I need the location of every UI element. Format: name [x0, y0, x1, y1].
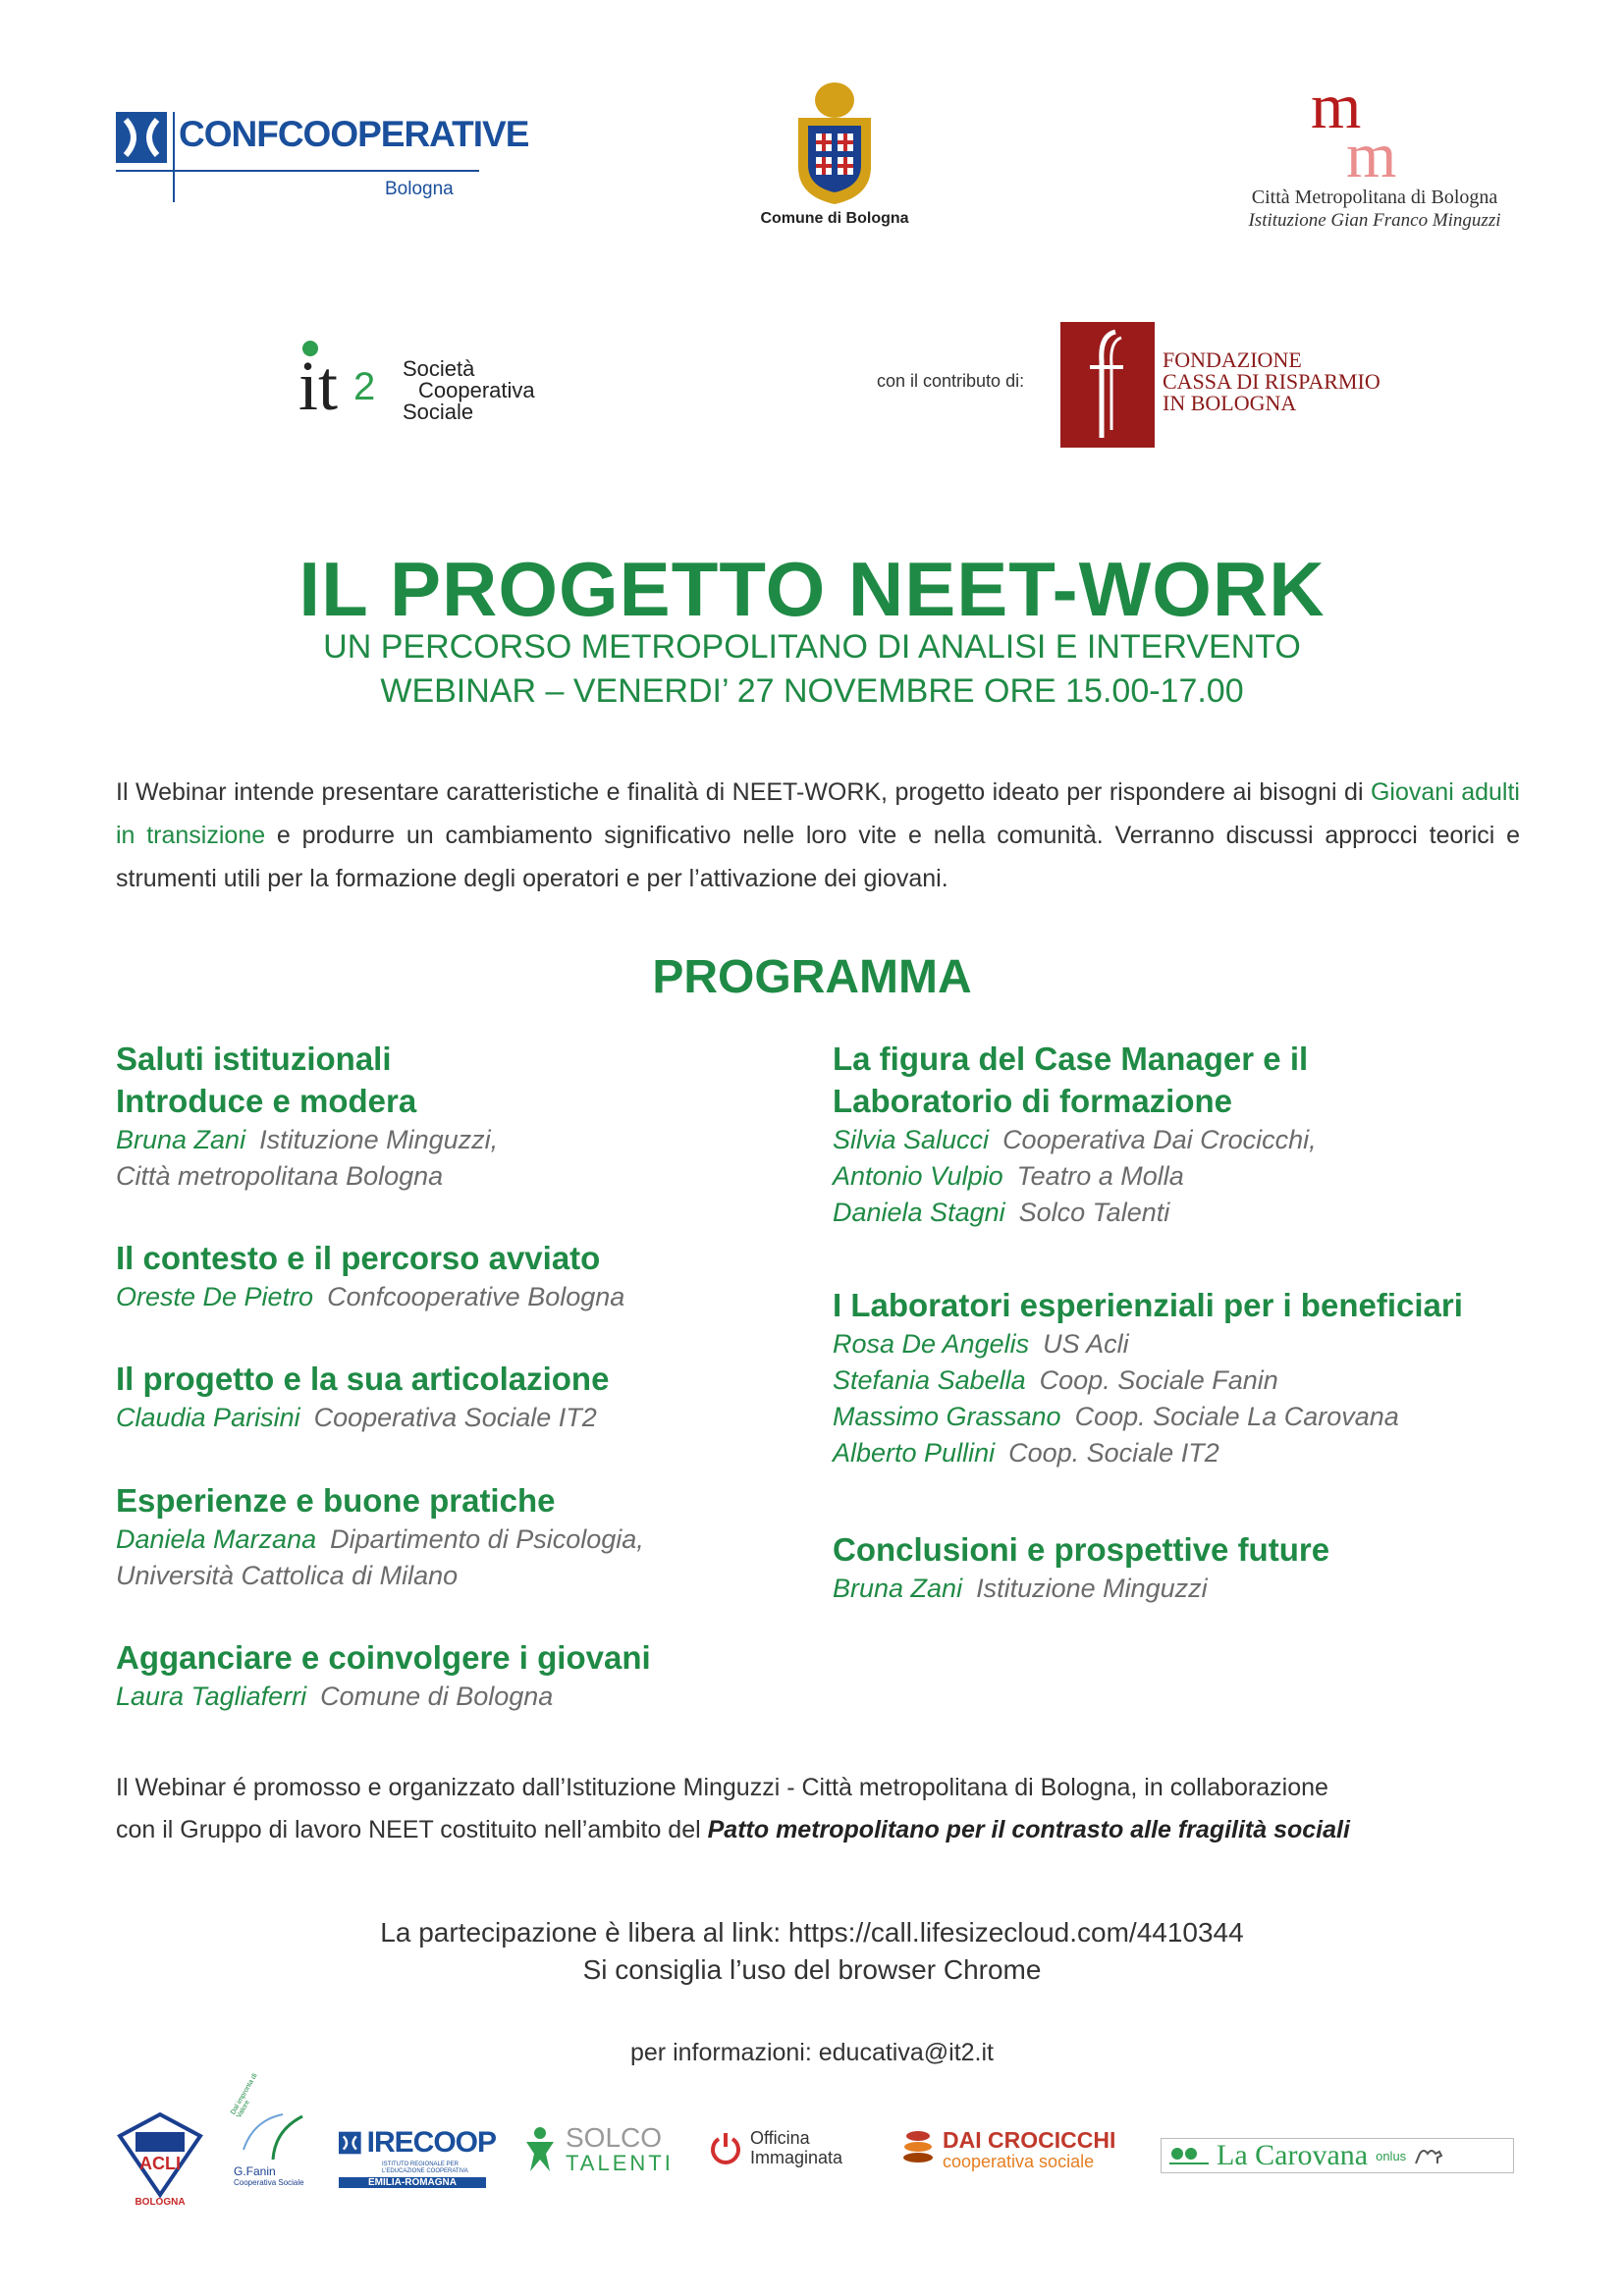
irecoop-name: IRECOOP	[366, 2126, 496, 2159]
speaker-org: Città metropolitana Bologna	[116, 1161, 444, 1191]
program-item	[116, 1038, 498, 1195]
confcooperative-rule	[116, 170, 479, 172]
speaker-org: Cooperativa Dai Crocicchi,	[1002, 1125, 1317, 1154]
solco-figure-icon	[520, 2126, 560, 2173]
promo-line2-text: con il Gruppo di lavoro NEET costituito nell’ambito del	[116, 1816, 708, 1843]
confcooperative-rule-vertical	[173, 112, 175, 202]
browser-note: Si consiglia l’uso del browser Chrome	[582, 1954, 1042, 1985]
speaker-org: Università Cattolica di Milano	[116, 1561, 459, 1590]
irecoop-mark-icon	[339, 2124, 361, 2162]
speaker-org: US Acli	[1043, 1329, 1129, 1359]
speaker-line	[116, 1279, 624, 1315]
speaker-name: Claudia Parisini	[116, 1403, 300, 1432]
fondazione-line2: CASSA DI RISPARMIO	[1163, 369, 1380, 394]
minguzzi-line2: Istituzione Gian Franco Minguzzi	[1248, 210, 1501, 231]
crocicchi-logo	[901, 2110, 1137, 2199]
it2-line3: Sociale	[403, 400, 474, 424]
program-item-title: Agganciare e coinvolgere i giovani	[116, 1639, 651, 1676]
program-item	[116, 1636, 651, 1715]
speaker-line	[116, 1679, 651, 1715]
program-item-title: Esperienze e buone pratiche	[116, 1482, 556, 1519]
speaker-line	[833, 1158, 1317, 1195]
speaker-org: Istituzione Minguzzi	[976, 1574, 1208, 1603]
svg-text:2: 2	[353, 365, 376, 408]
speaker-name: Bruna Zani	[833, 1574, 963, 1603]
webinar-link[interactable]: La partecipazione è libera al link: https://call.lifesizecloud.com/4410344	[380, 1917, 1244, 1948]
fanin-mark-icon	[234, 2110, 312, 2165]
speaker-org: Comune di Bologna	[320, 1682, 554, 1711]
speaker-name: Laura Tagliaferri	[116, 1682, 307, 1711]
intro-paragraph	[116, 771, 1520, 900]
program-item	[116, 1358, 609, 1436]
speaker-name: Alberto Pullini	[833, 1438, 996, 1468]
solco-line2: TALENTI	[566, 2151, 674, 2175]
svg-text:it: it	[298, 347, 339, 425]
intro-text-1: Il Webinar intende presentare caratteristiche e finalità di NEET-WORK, progetto ideato per rispondere ai bisogni di	[116, 778, 1371, 806]
speaker-org: Cooperativa Sociale IT2	[313, 1403, 597, 1432]
speaker-name: Bruna Zani	[116, 1125, 246, 1154]
confcooperative-name: CONFCOOPERATIVE	[179, 114, 529, 154]
program-item	[833, 1284, 1463, 1471]
program-item	[116, 1237, 624, 1315]
speaker-org: Coop. Sociale Fanin	[1039, 1365, 1278, 1395]
crocicchi-line2: cooperativa sociale	[943, 2152, 1095, 2171]
crocicchi-line1: DAI CROCICCHI	[943, 2127, 1116, 2153]
program-item-title: Il contesto e il percorso avviato	[116, 1240, 601, 1276]
fondazione-text	[1163, 349, 1380, 414]
confcooperative-mark-icon	[116, 112, 167, 163]
speaker-line	[116, 1522, 644, 1558]
speaker-line	[833, 1571, 1329, 1607]
speaker-line	[116, 1122, 498, 1158]
officina-logo	[709, 2110, 876, 2199]
speaker-line	[833, 1122, 1317, 1158]
speaker-org: Confcooperative Bologna	[327, 1282, 625, 1311]
speaker-org: Istituzione Minguzzi,	[259, 1125, 499, 1154]
promo-patto: Patto metropolitano per il contrasto alle fragilità sociali	[707, 1816, 1350, 1843]
speaker-name: Massimo Grassano	[833, 1402, 1061, 1431]
intro-text-2: e produrre un cambiamento significativo nelle loro vite e nella comunità. Verranno discussi approcci teorici e strumenti utili per la formazione degli operatori e per l’attivazione dei giovani.	[116, 822, 1520, 892]
acli-logo	[116, 2110, 204, 2208]
confcooperative-city: Bologna	[385, 179, 454, 199]
program-item-title: Laboratorio di formazione	[833, 1083, 1233, 1119]
coat-of-arms-icon	[790, 79, 879, 206]
speaker-line	[833, 1435, 1463, 1471]
contributo-label: con il contributo di:	[877, 371, 1025, 391]
minguzzi-monogram-icon	[1311, 79, 1438, 187]
program-item-title: I Laboratori esperienziali per i beneficiari	[833, 1287, 1463, 1323]
fondazione-mark-icon	[1060, 322, 1155, 448]
promo-line1: Il Webinar é promosso e organizzato dall’Istituzione Minguzzi - Città metropolitana di Bologna, in collaborazione	[116, 1774, 1328, 1801]
promo-paragraph	[116, 1767, 1520, 1851]
program-item-title: La figura del Case Manager e il	[833, 1041, 1309, 1077]
fanin-sub: Cooperativa Sociale	[234, 2178, 304, 2187]
speaker-line	[116, 1158, 498, 1195]
speaker-org: Coop. Sociale IT2	[1008, 1438, 1219, 1468]
program-item-title: Il progetto e la sua articolazione	[116, 1361, 610, 1397]
svg-text:m: m	[1311, 79, 1362, 142]
speaker-org: Solco Talenti	[1018, 1198, 1170, 1227]
participation-info	[0, 1914, 1624, 1989]
speaker-name: Antonio Vulpio	[833, 1161, 1003, 1191]
page-title: IL PROGETTO NEET-WORK	[298, 546, 1326, 632]
speaker-name: Rosa De Angelis	[833, 1329, 1030, 1359]
carovana-logo	[1161, 2110, 1514, 2199]
promo-line2	[116, 1809, 1520, 1851]
program-item-title: Conclusioni e prospettive future	[833, 1531, 1330, 1568]
camel-icon	[1414, 2144, 1443, 2167]
programma-title: PROGRAMMA	[652, 951, 972, 1003]
speaker-line	[833, 1195, 1317, 1231]
speaker-org: Coop. Sociale La Carovana	[1074, 1402, 1399, 1431]
program-item-title: Introduce e modera	[116, 1083, 417, 1119]
speaker-name: Daniela Stagni	[833, 1198, 1005, 1227]
carovana-name: La Carovana	[1217, 2139, 1369, 2171]
program-item	[833, 1528, 1329, 1607]
speaker-org: Teatro a Molla	[1016, 1161, 1184, 1191]
speaker-org: Dipartimento di Psicologia,	[330, 1524, 644, 1554]
intro-highlight: Giovani adulti in transizione	[116, 778, 1520, 849]
solco-line1: SOLCO	[566, 2122, 663, 2153]
acli-shield-icon	[116, 2110, 204, 2199]
speaker-line	[833, 1362, 1463, 1399]
carovana-suffix: onlus	[1376, 2148, 1407, 2163]
irecoop-sub: ISTITUTO REGIONALE PER L’EDUCAZIONE COOPERATIVA	[382, 2162, 468, 2174]
power-icon	[709, 2131, 742, 2164]
fondazione-line3: IN BOLOGNA	[1163, 391, 1297, 415]
fanin-logo	[230, 2072, 312, 2199]
contact-email[interactable]: per informazioni: educativa@it2.it	[630, 2039, 994, 2066]
officina-line2: Immaginata	[750, 2148, 843, 2167]
webinar-date: WEBINAR – VENERDI’ 27 NOVEMBRE ORE 15.00-17.00	[380, 672, 1244, 710]
fanin-name: G.Fanin	[234, 2164, 276, 2178]
fanin-tagline: Dal impronta di Valore	[230, 2072, 259, 2119]
subtitle: UN PERCORSO METROPOLITANO DI ANALISI E INTERVENTO	[323, 628, 1301, 666]
trees-icon	[1169, 2144, 1209, 2167]
acli-name: ACLI	[139, 2154, 181, 2173]
speaker-name: Daniela Marzana	[116, 1524, 317, 1554]
program-item-title: Saluti istituzionali	[116, 1041, 392, 1077]
speaker-name: Oreste De Pietro	[116, 1282, 314, 1311]
acli-city: BOLOGNA	[135, 2197, 186, 2208]
speaker-line	[116, 1400, 609, 1436]
speaker-line	[833, 1399, 1463, 1435]
it2-mark-icon	[293, 339, 401, 437]
it2-text	[403, 358, 535, 423]
it2-line1: Società	[403, 356, 475, 381]
speaker-line	[833, 1326, 1463, 1362]
program-item	[116, 1479, 644, 1594]
it2-line2: Cooperativa	[418, 378, 535, 402]
irecoop-logo	[339, 2110, 496, 2199]
irecoop-region: EMILIA-ROMAGNA	[339, 2177, 486, 2188]
minguzzi-line1: Città Metropolitana di Bologna	[1251, 187, 1498, 208]
crocicchi-stones-icon	[901, 2130, 935, 2169]
fondazione-line1: FONDAZIONE	[1163, 347, 1302, 372]
speaker-name: Stefania Sabella	[833, 1365, 1026, 1395]
program-item	[833, 1038, 1317, 1231]
speaker-name: Silvia Salucci	[833, 1125, 990, 1154]
comune-name: Comune di Bologna	[760, 210, 909, 227]
solco-logo	[520, 2110, 677, 2199]
svg-text:m: m	[1346, 120, 1397, 187]
officina-line1: Officina	[750, 2128, 810, 2148]
speaker-line	[116, 1558, 644, 1594]
